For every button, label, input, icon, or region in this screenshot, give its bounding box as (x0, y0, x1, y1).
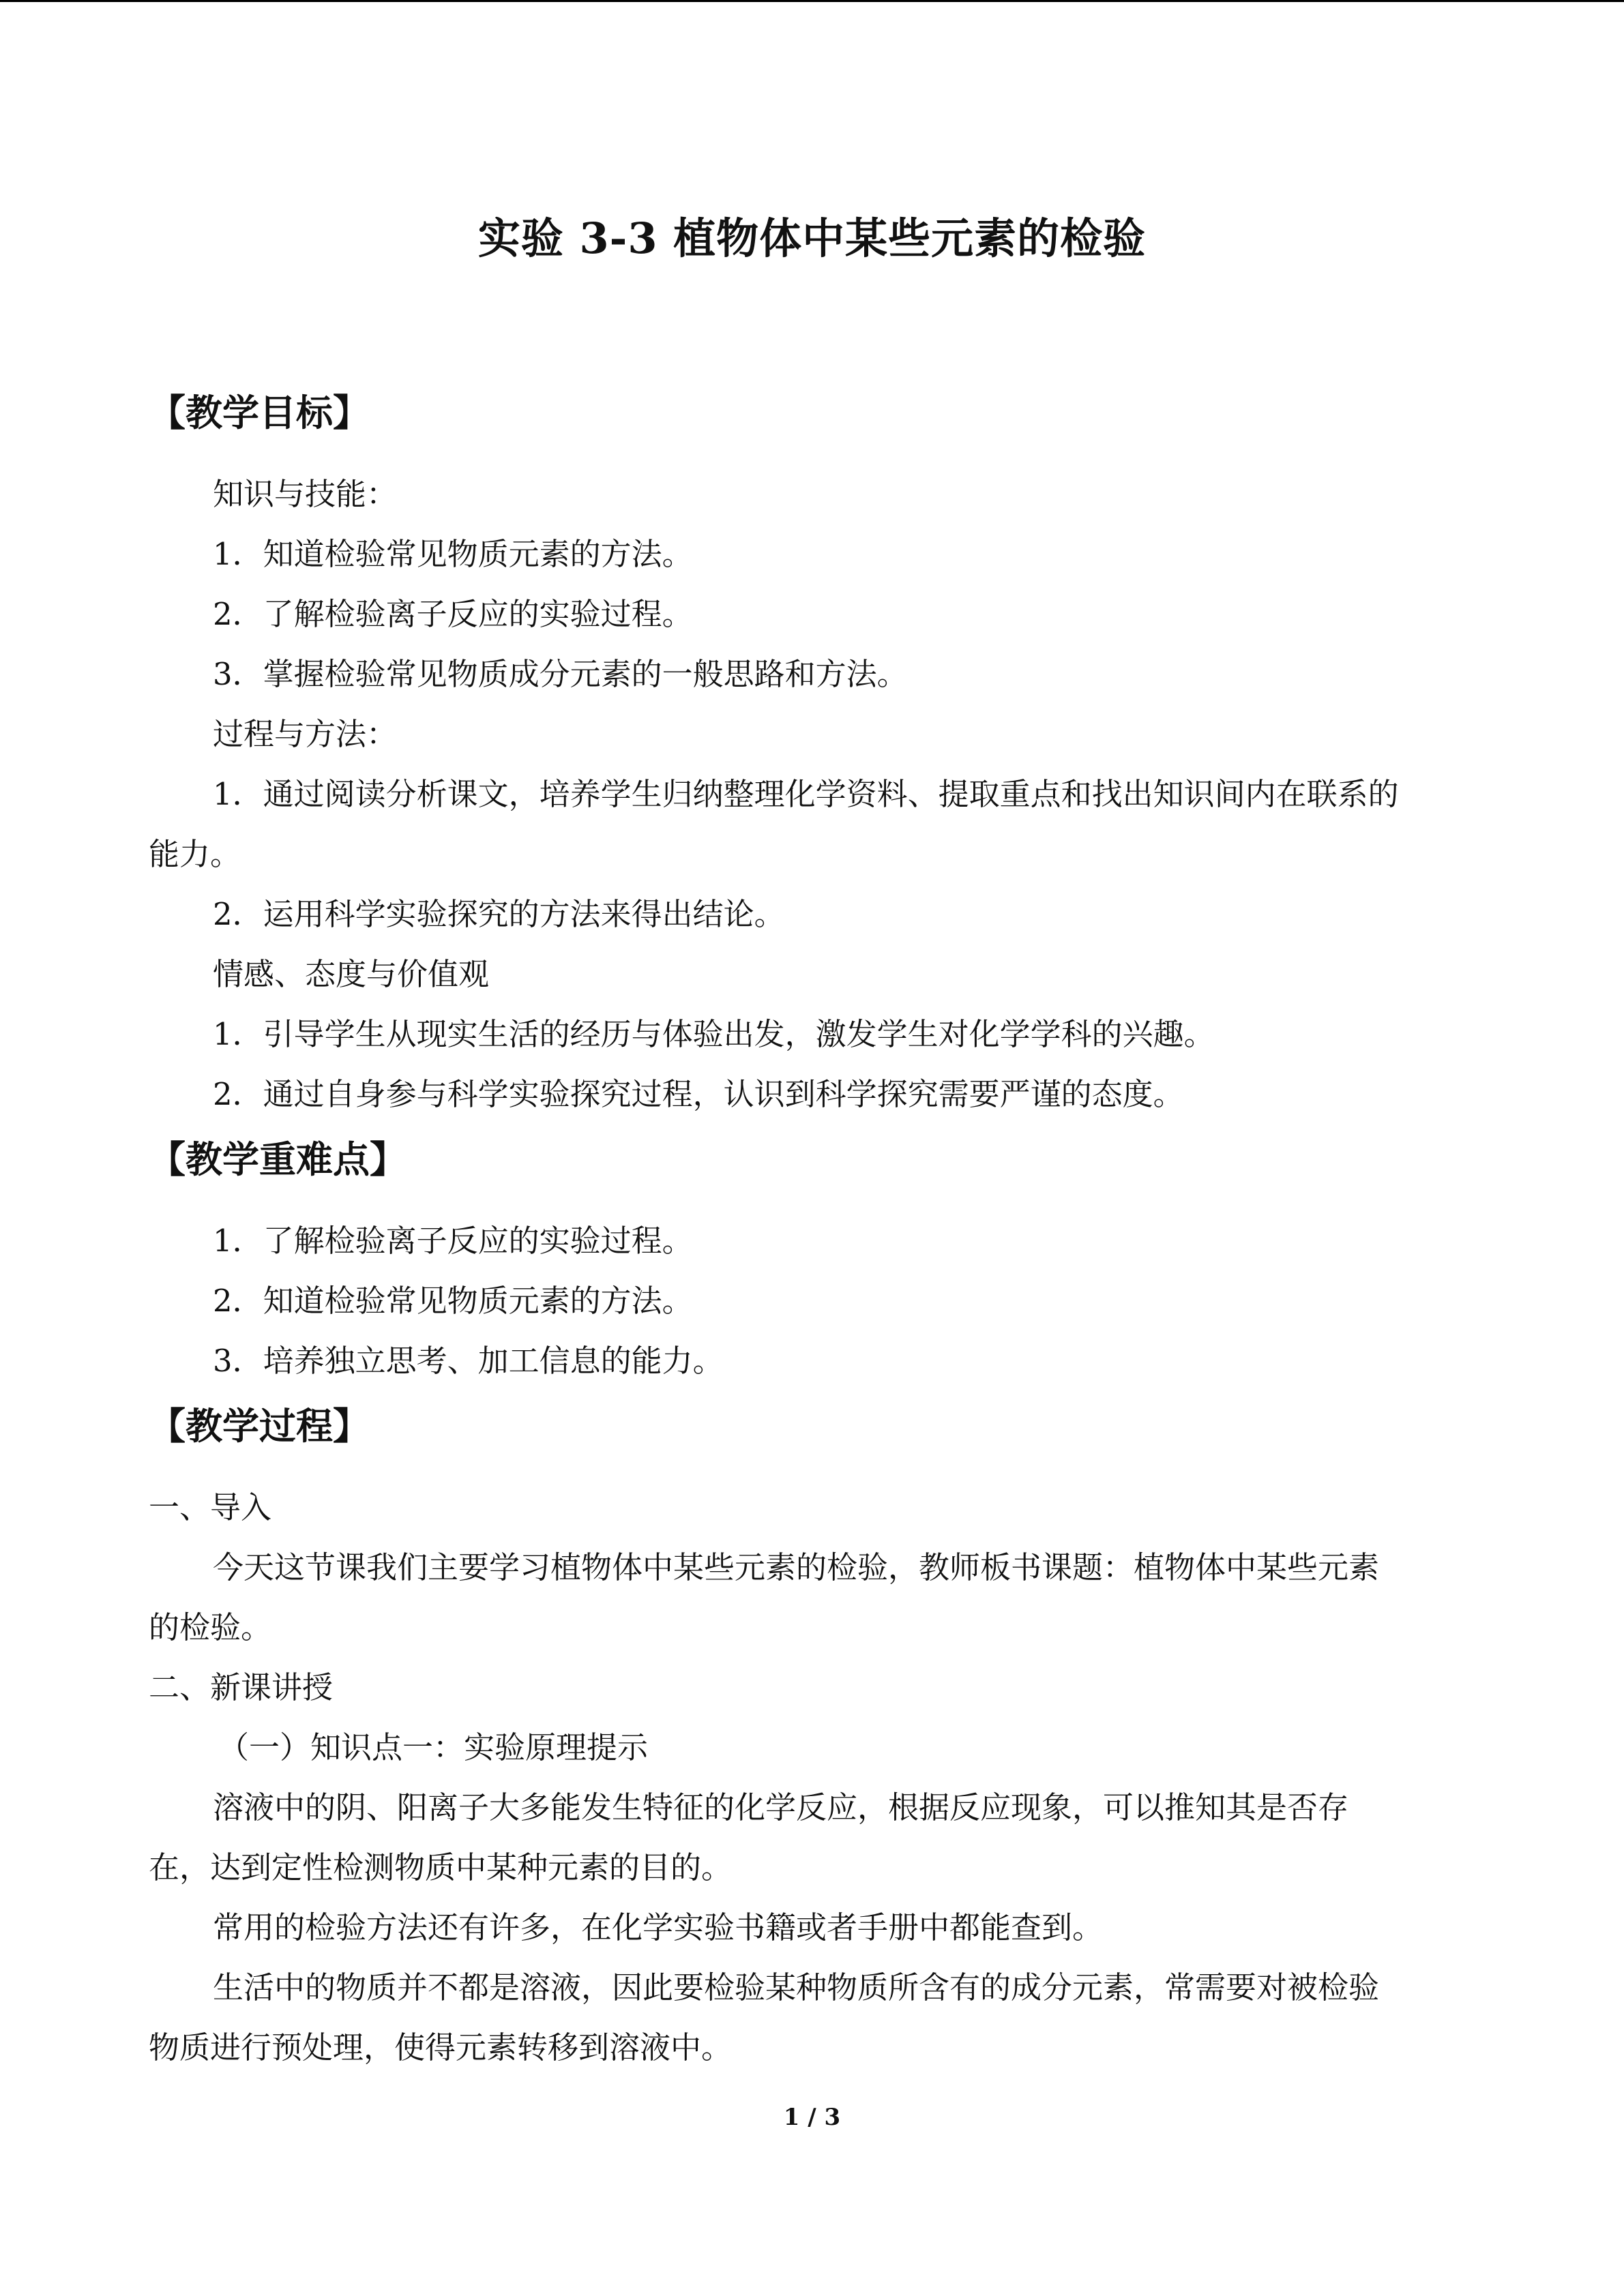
emotion-item-2: 2．通过自身参与科学实验探究过程，认识到科学探究需要严谨的态度。 (213, 1076, 1184, 1112)
paragraph-1-line-2: 在，达到定性检测物质中某种元素的目的。 (149, 1849, 733, 1885)
process-item-1-line-1: 1．通过阅读分析课文，培养学生归纳整理化学资料、提取重点和找出知识间内在联系的 (213, 776, 1399, 812)
objectives-heading: 【教学目标】 (149, 391, 370, 434)
page-number: 1 / 3 (783, 2104, 841, 2131)
intro-line-2: 的检验。 (149, 1609, 272, 1645)
document-title: 实验 3-3 植物体中某些元素的检验 (477, 213, 1147, 263)
key-point-item-3: 3．培养独立思考、加工信息的能力。 (213, 1343, 724, 1379)
knowledge-label: 知识与技能： (213, 476, 398, 512)
process-heading: 【教学过程】 (149, 1404, 370, 1448)
key-point-item-1: 1．了解检验离子反应的实验过程。 (213, 1223, 693, 1259)
key-points-heading: 【教学重难点】 (149, 1137, 407, 1181)
knowledge-point-1-label: （一）知识点一：实验原理提示 (218, 1729, 649, 1765)
key-point-item-2: 2．知道检验常见物质元素的方法。 (213, 1283, 693, 1319)
new-lesson-label: 二、新课讲授 (149, 1669, 334, 1705)
paragraph-3-line-2: 物质进行预处理，使得元素转移到溶液中。 (149, 2029, 733, 2066)
knowledge-item-1: 1．知道检验常见物质元素的方法。 (213, 536, 693, 572)
paragraph-3-line-1: 生活中的物质并不都是溶液，因此要检验某种物质所含有的成分元素，常需要对被检验 (213, 1969, 1380, 2006)
intro-label: 一、导入 (149, 1489, 272, 1525)
paragraph-1-line-1: 溶液中的阴、阳离子大多能发生特征的化学反应，根据反应现象，可以推知其是否存 (213, 1789, 1349, 1825)
emotion-item-1: 1．引导学生从现实生活的经历与体验出发，激发学生对化学学科的兴趣。 (213, 1016, 1215, 1052)
process-item-2: 2．运用科学实验探究的方法来得出结论。 (213, 896, 785, 932)
emotion-label: 情感、态度与价值观 (213, 956, 490, 992)
intro-line-1: 今天这节课我们主要学习植物体中某些元素的检验，教师板书课题：植物体中某些元素 (213, 1549, 1380, 1585)
knowledge-item-2: 2．了解检验离子反应的实验过程。 (213, 596, 693, 632)
paragraph-2: 常用的检验方法还有许多，在化学实验书籍或者手册中都能查到。 (213, 1909, 1104, 1945)
page-top-border (0, 0, 1624, 2)
process-item-1-line-2: 能力。 (149, 836, 241, 872)
knowledge-item-3: 3．掌握检验常见物质成分元素的一般思路和方法。 (213, 656, 908, 692)
process-label: 过程与方法： (213, 716, 398, 752)
